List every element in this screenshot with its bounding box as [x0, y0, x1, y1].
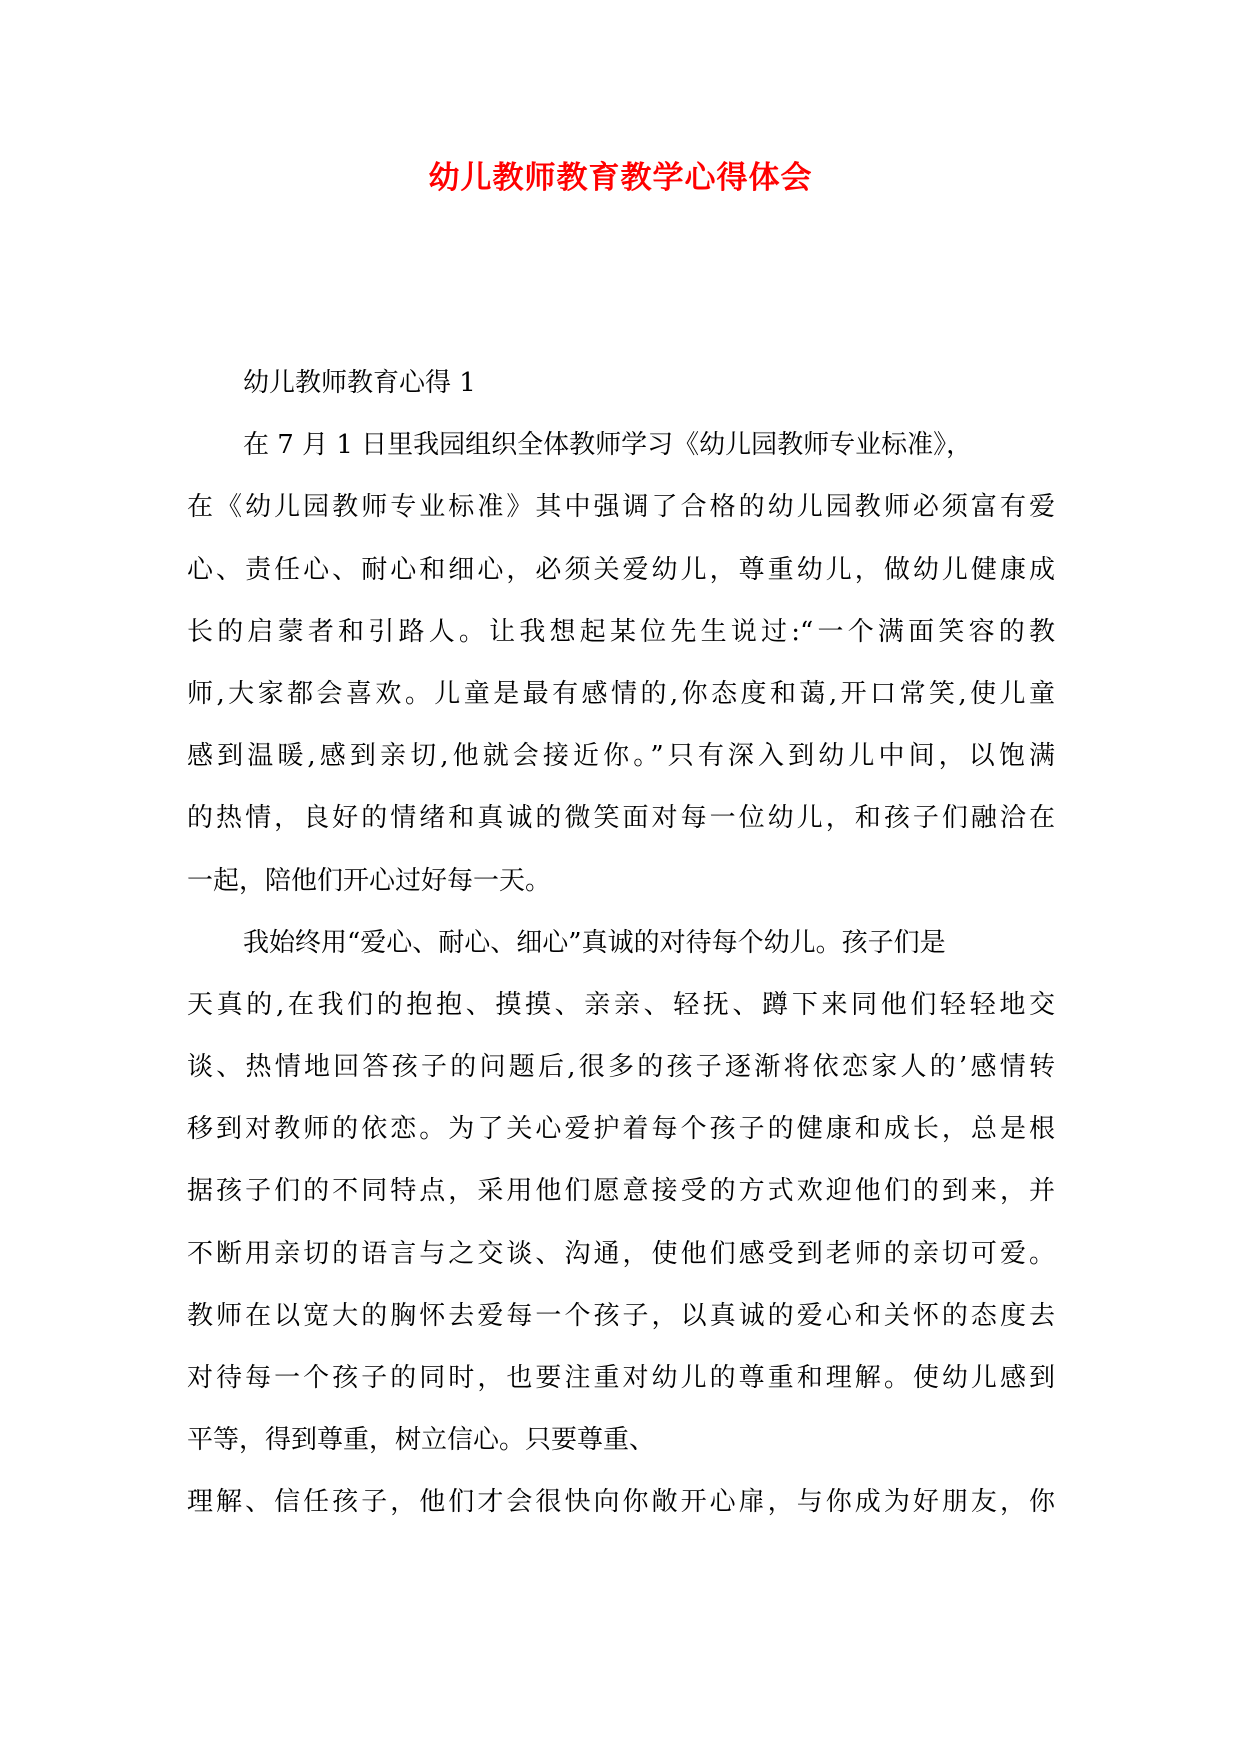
paragraph-line: 谈、热情地回答孩子的问题后,很多的孩子逐渐将依恋家人的’感情转: [187, 1052, 1055, 1083]
paragraph-line: 心、责任心、耐心和细心，必须关爱幼儿，尊重幼儿，做幼儿健康成: [187, 554, 1055, 585]
paragraph-1: [187, 414, 1055, 912]
paragraph-line: 一起，陪他们开心过好每一天。: [187, 865, 552, 896]
document-body: [187, 352, 1055, 1534]
paragraph-line: 移到对教师的依恋。为了关心爱护着每个孩子的健康和成长，总是根: [187, 1114, 1055, 1145]
paragraph-line: 平等，得到尊重，树立信心。只要尊重、: [187, 1425, 656, 1456]
paragraph-line: 不断用亲切的语言与之交谈、沟通，使他们感受到老师的亲切可爱。: [187, 1238, 1055, 1269]
document-title: 幼儿教师教育教学心得体会: [428, 160, 813, 196]
section-heading: 幼儿教师教育心得 1: [243, 368, 476, 398]
paragraph-line: 我始终用“爱心、耐心、细心”真诚的对待每个幼儿。孩子们是: [243, 927, 946, 958]
paragraph-line: 师,大家都会喜欢。儿童是最有感情的,你态度和蔼,开口常笑,使儿童: [187, 678, 1055, 709]
paragraph-line: 对待每一个孩子的同时，也要注重对幼儿的尊重和理解。使幼儿感到: [187, 1363, 1055, 1393]
paragraph-line: 教师在以宽大的胸怀去爱每一个孩子，以真诚的爱心和关怀的态度去: [187, 1300, 1055, 1331]
paragraph-line: 的热情，良好的情绪和真诚的微笑面对每一位幼儿，和孩子们融洽在: [187, 803, 1055, 834]
paragraph-line: 长的启蒙者和引路人。让我想起某位先生说过:“一个满面笑容的教: [187, 616, 1055, 647]
paragraph-2: [187, 912, 1055, 1534]
paragraph-line: 在《幼儿园教师专业标准》其中强调了合格的幼儿园教师必须富有爱: [187, 492, 1055, 523]
paragraph-line: 在 7 月 1 日里我园组织全体教师学习《幼儿园教师专业标准》，: [243, 430, 973, 461]
paragraph-line: 感到温暖,感到亲切,他就会接近你。”只有深入到幼儿中间，以饱满: [187, 741, 1055, 772]
paragraph-line: 理解、信任孩子，他们才会很快向你敞开心扉，与你成为好朋友，你: [187, 1487, 1055, 1518]
paragraph-line: 据孩子们的不同特点，采用他们愿意接受的方式欢迎他们的到来，并: [187, 1176, 1055, 1207]
paragraph-line: 天真的,在我们的抱抱、摸摸、亲亲、轻抚、蹲下来同他们轻轻地交: [187, 989, 1055, 1020]
